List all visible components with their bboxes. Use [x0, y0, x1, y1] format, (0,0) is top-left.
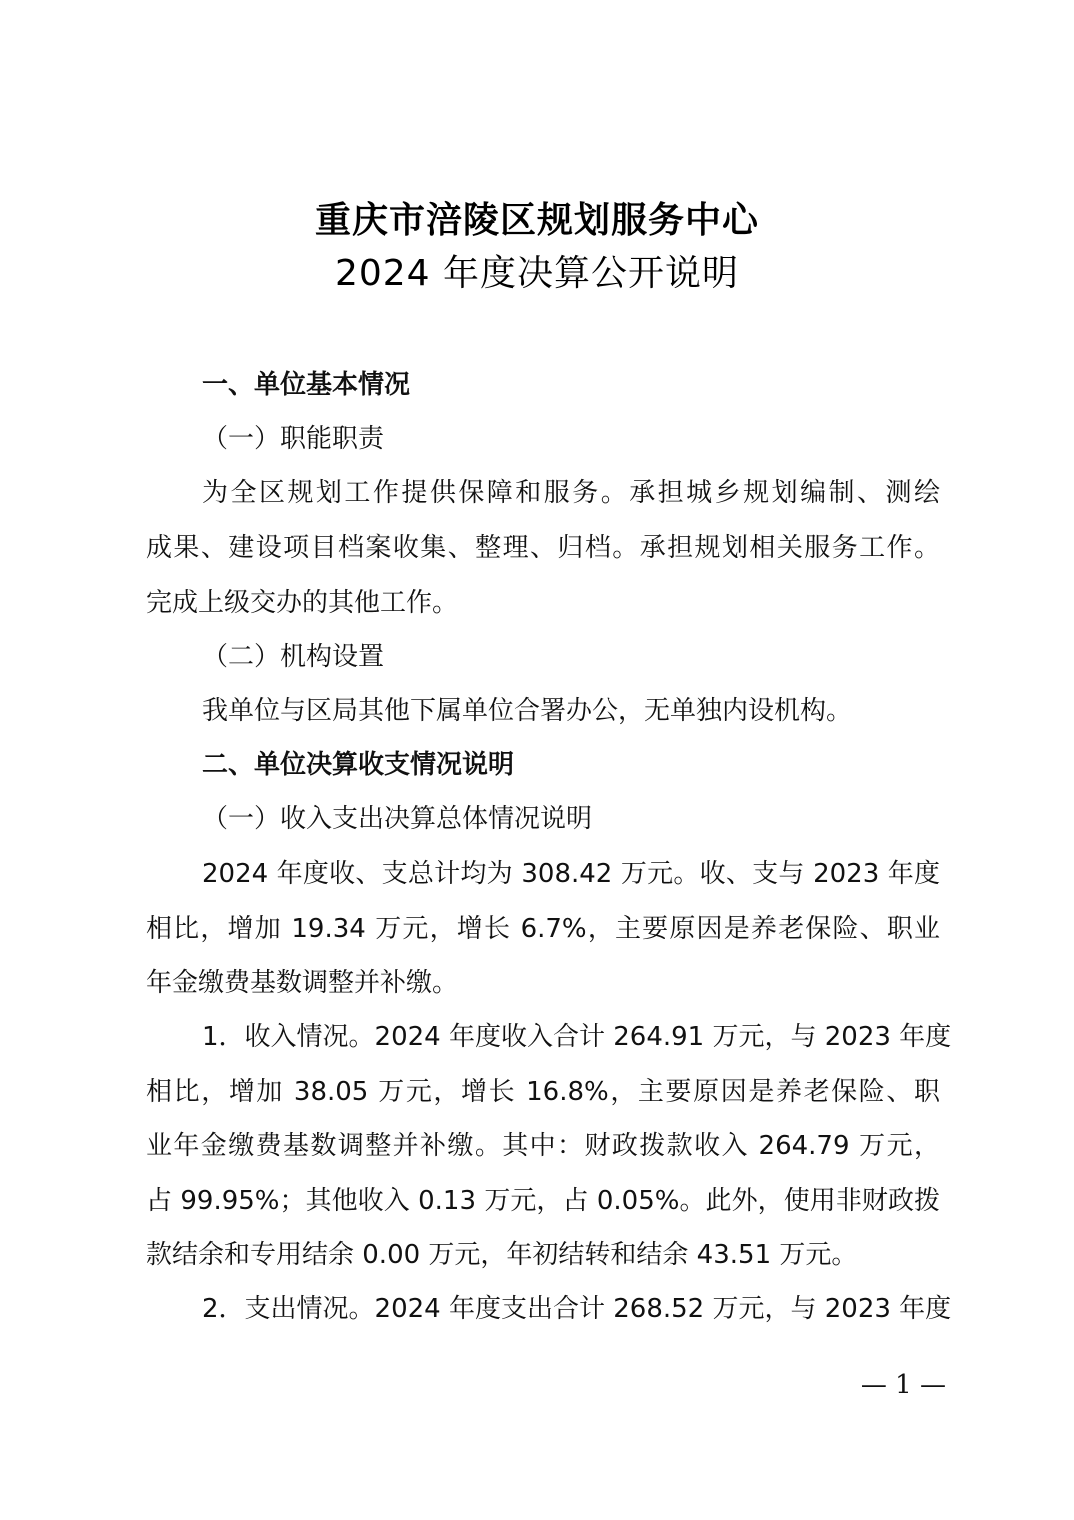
paragraph-line: 成果、建设项目档案收集、整理、归档。承担规划相关服务工作。: [146, 533, 940, 563]
paragraph-line: 业年金缴费基数调整并补缴。其中：财政拨款收入 264.79 万元，: [146, 1131, 940, 1161]
subsection-heading-duties: （一）职能职责: [202, 424, 385, 454]
paragraph-line: 相比，增加 38.05 万元，增长 16.8%，主要原因是养老保险、职: [146, 1077, 940, 1107]
paragraph-line: 2．支出情况。2024 年度支出合计 268.52 万元，与 2023 年度: [202, 1294, 952, 1324]
document-title: 重庆市涪陵区规划服务中心: [314, 199, 759, 241]
subsection-heading-overview: （一）收入支出决算总体情况说明: [202, 804, 593, 834]
section-heading-2: 二、单位决算收支情况说明: [202, 750, 515, 780]
paragraph-line: 我单位与区局其他下属单位合署办公，无单独内设机构。: [202, 696, 853, 726]
subsection-heading-structure: （二）机构设置: [202, 642, 385, 672]
paragraph-line: 1．收入情况。2024 年度收入合计 264.91 万元，与 2023 年度: [202, 1022, 952, 1052]
paragraph-line: 2024 年度收、支总计均为 308.42 万元。收、支与 2023 年度: [202, 859, 940, 889]
paragraph-line: 为全区规划工作提供保障和服务。承担城乡规划编制、测绘: [202, 478, 940, 508]
paragraph-line: 款结余和专用结余 0.00 万元，年初结转和结余 43.51 万元。: [146, 1240, 858, 1270]
paragraph-line: 完成上级交办的其他工作。: [146, 588, 459, 618]
page-number: — 1 —: [860, 1370, 946, 1400]
section-heading-1: 一、单位基本情况: [202, 370, 411, 400]
paragraph-line: 相比，增加 19.34 万元，增长 6.7%，主要原因是养老保险、职业: [146, 914, 940, 944]
paragraph-line: 占 99.95%；其他收入 0.13 万元，占 0.05%。此外，使用非财政拨: [146, 1186, 940, 1216]
document-subtitle: 2024 年度决算公开说明: [334, 253, 740, 294]
paragraph-line: 年金缴费基数调整并补缴。: [146, 968, 459, 998]
